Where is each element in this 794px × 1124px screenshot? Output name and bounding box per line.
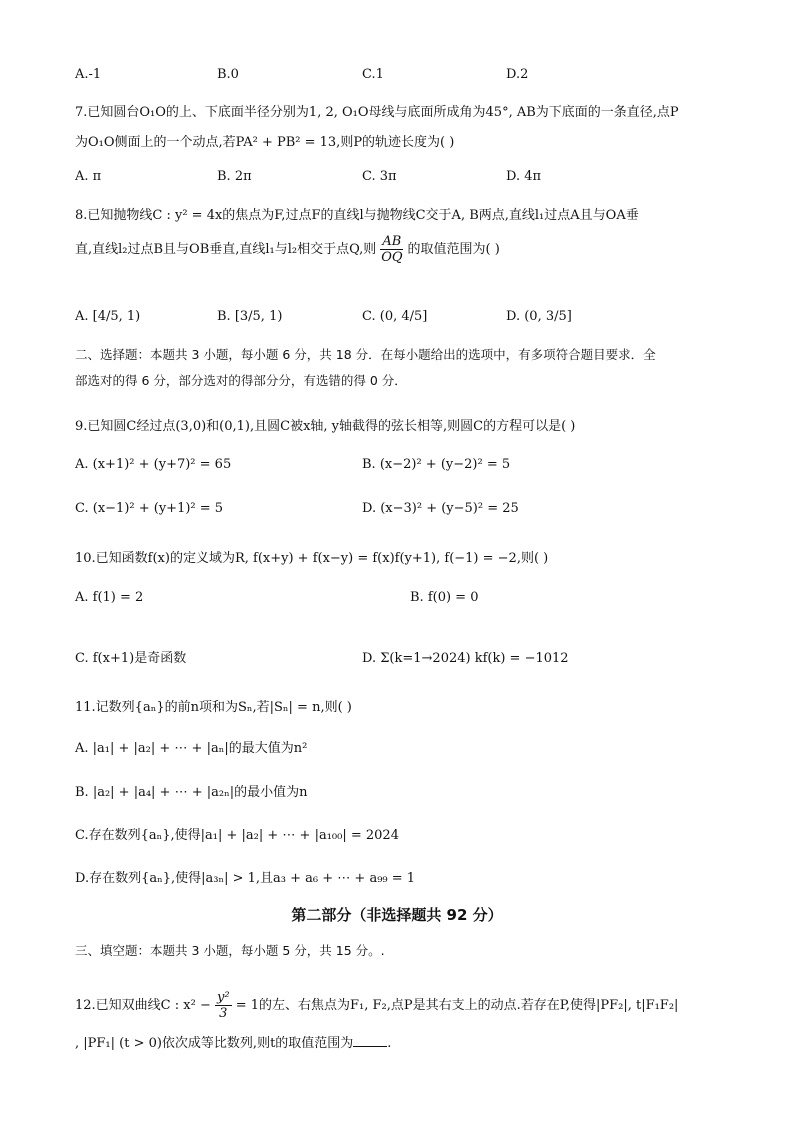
q8-stem-line2-a: 直,直线l₂过点B且与OB垂直,直线l₁与l₂相交于点Q,则: [75, 242, 377, 257]
q8-stem-line1: 8.已知抛物线C : y² = 4x的焦点为F,过点F的直线l与抛物线C交于A, B两点,直线l₁过点A且与OA垂: [75, 208, 639, 223]
q11-option-d: D.存在数列{aₙ},使得|a₃ₙ| > 1,且a₃ + a₆ + ⋯ + a₉₉ = 1: [75, 871, 416, 886]
q12-stem-a: 12.已知双曲线C : x² −: [75, 998, 211, 1013]
q10-stem: 10.已知函数f(x)的定义域为R, f(x+y) + f(x−y) = f(x)f(y+1), f(−1) = −2,则( ): [75, 551, 549, 566]
q8-option-a: A. [4/5, 1): [75, 309, 141, 324]
q12-answer-blank[interactable]: [353, 1034, 387, 1047]
section2-instructions-line2: 部选对的得 6 分，部分选对的得部分分，有选错的得 0 分．: [75, 373, 407, 388]
q6-option-b: B.0: [217, 67, 239, 82]
q12-stem-line2: [75, 1034, 391, 1053]
q12-stem-line2-text: , |PF₁| (t > 0)依次成等比数列,则t的取值范围为: [75, 1036, 354, 1051]
q9-option-a: A. (x+1)² + (y+7)² = 65: [75, 457, 232, 472]
q8-fraction-denominator: OQ: [381, 250, 403, 265]
q11-option-b: B. |a₂| + |a₄| + ⋯ + |a₂ₙ|的最小值为n: [75, 785, 308, 800]
q12-stem-end: .: [387, 1036, 392, 1051]
part2-title: 第二部分（非选择题共 92 分）: [291, 906, 503, 924]
q6-option-c: C.1: [362, 67, 384, 82]
q11-option-c: C.存在数列{aₙ},使得|a₁| + |a₂| + ⋯ + |a₁₀₀| = 2024: [75, 828, 399, 843]
q9-option-d: D. (x−3)² + (y−5)² = 25: [362, 501, 519, 516]
q6-option-d: D.2: [506, 67, 529, 82]
q9-stem: 9.已知圆C经过点(3,0)和(0,1),且圆C被x轴, y轴截得的弦长相等,则圆C的方程可以是( ): [75, 419, 576, 434]
q8-option-b: B. [3/5, 1): [217, 309, 283, 324]
q11-option-a: A. |a₁| + |a₂| + ⋯ + |aₙ|的最大值为n²: [75, 741, 308, 756]
q7-option-a: A. π: [75, 169, 102, 184]
q8-fraction-numerator: AB: [382, 234, 402, 249]
section2-instructions-line1: 二、选择题：本题共 3 小题，每小题 6 分，共 18 分．在每小题给出的选项中，有多项符合题目要求．全: [75, 347, 656, 362]
q7-option-d: D. 4π: [506, 169, 542, 184]
q6-option-a: A.-1: [75, 67, 102, 82]
q10-option-b: B. f(0) = 0: [410, 590, 479, 605]
q12-fraction-numerator: y²: [216, 990, 230, 1005]
q8-option-c: C. (0, 4/5]: [362, 309, 428, 324]
q10-option-a: A. f(1) = 2: [75, 590, 144, 605]
q10-option-d: D. Σ(k=1→2024) kf(k) = −1012: [362, 651, 569, 666]
q7-option-b: B. 2π: [217, 169, 252, 184]
q7-stem-line2: 为O₁O侧面上的一个动点,若PA² + PB² = 13,则P的轨迹长度为( ): [75, 135, 455, 150]
q12-stem-b: = 1的左、右焦点为F₁, F₂,点P是其右支上的动点.若存在P,使得|PF₂|, t|F₁F₂|: [235, 998, 679, 1013]
q12-fraction: [215, 990, 232, 1021]
section3-instructions: 三、填空题：本题共 3 小题，每小题 5 分，共 15 分。.: [75, 943, 385, 958]
q8-stem-line2: [75, 232, 500, 268]
q12-fraction-denominator: 3: [219, 1006, 228, 1021]
q8-fraction: [380, 234, 403, 265]
q8-stem-line2-b: 的取值范围为( ): [407, 242, 500, 257]
q9-option-b: B. (x−2)² + (y−2)² = 5: [362, 457, 511, 472]
q8-option-d: D. (0, 3/5]: [506, 309, 572, 324]
q12-stem-line1: [75, 986, 678, 1026]
q11-stem: 11.记数列{aₙ}的前n项和为Sₙ,若|Sₙ| = n,则( ): [75, 700, 352, 715]
q10-option-c: C. f(x+1)是奇函数: [75, 651, 187, 666]
q9-option-c: C. (x−1)² + (y+1)² = 5: [75, 501, 224, 516]
q7-stem-line1: 7.已知圆台O₁O的上、下底面半径分别为1, 2, O₁O母线与底面所成角为45°, AB为下底面的一条直径,点P: [75, 105, 679, 120]
q7-option-c: C. 3π: [362, 169, 397, 184]
